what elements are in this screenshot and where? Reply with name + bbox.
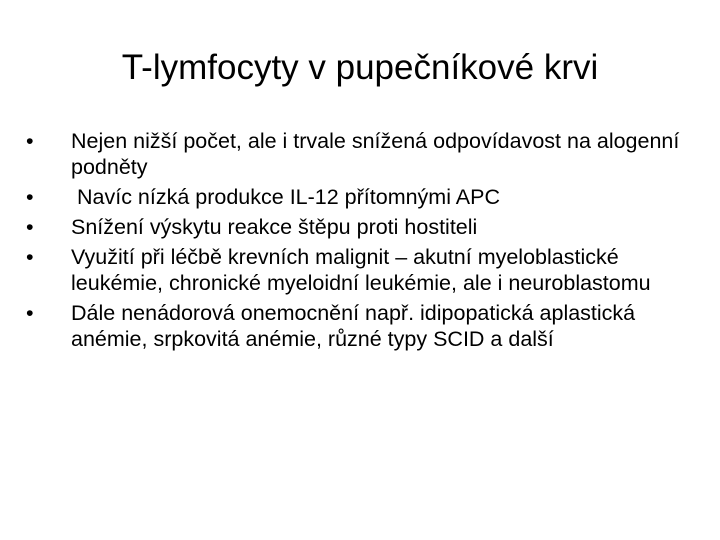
bullet-item-1 <box>26 128 706 180</box>
bullet-list <box>26 128 706 356</box>
bullet-marker: • <box>26 185 34 209</box>
bullet-item-3 <box>26 214 706 240</box>
bullet-marker: • <box>26 301 34 325</box>
bullet-text: Využití při léčbě krevních malignit – akutní myeloblastické leukémie, chronické myeloidní leukémie, ale i neuroblastomu <box>71 245 651 295</box>
bullet-text: Dále nenádorová onemocnění např. idipopatická aplastická anémie, srpkovitá anémie, různé typy SCID a další <box>71 301 636 351</box>
bullet-text: Navíc nízká produkce IL-12 přítomnými APC <box>71 185 500 209</box>
bullet-text: Snížení výskytu reakce štěpu proti hostiteli <box>71 215 478 239</box>
bullet-item-4 <box>26 244 706 296</box>
bullet-text: Nejen nižší počet, ale i trvale snížená odpovídavost na alogenní podněty <box>71 129 680 179</box>
bullet-marker: • <box>26 215 34 239</box>
bullet-item-5 <box>26 300 706 352</box>
bullet-marker: • <box>26 129 34 153</box>
slide-title: T-lymfocyty v pupečníkové krvi <box>121 48 599 87</box>
bullet-item-2 <box>26 184 706 210</box>
bullet-marker: • <box>26 245 34 269</box>
